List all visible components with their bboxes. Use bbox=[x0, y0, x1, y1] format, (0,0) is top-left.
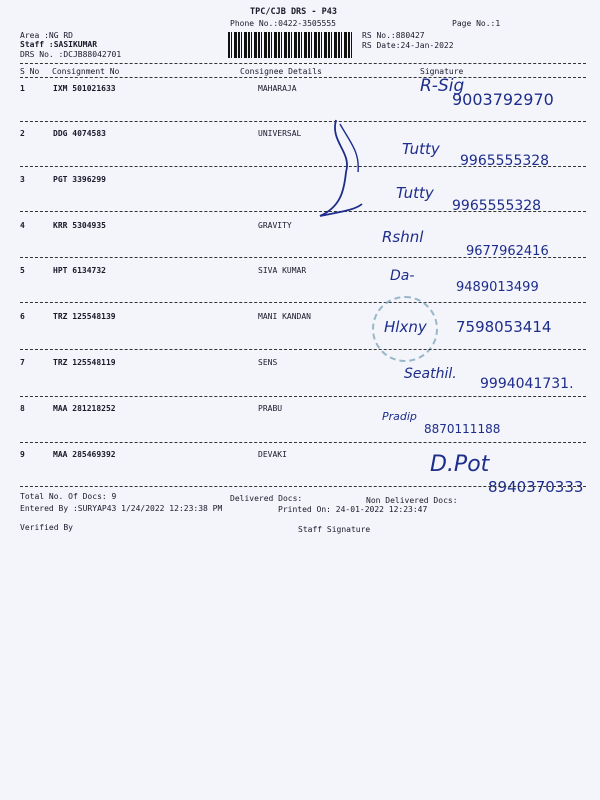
divider bbox=[20, 77, 586, 78]
row-consignment: HPT 6134732 bbox=[53, 266, 106, 275]
row-sno: 3 bbox=[20, 175, 25, 184]
pen-scribble bbox=[300, 112, 370, 222]
signature-3: Tutty bbox=[396, 184, 434, 202]
handwritten-phone-1: 9003792970 bbox=[452, 90, 554, 109]
row-consignee: SIVA KUMAR bbox=[258, 266, 307, 275]
col-header-signature: Signature bbox=[420, 67, 464, 76]
handwritten-phone-3: 9965555328 bbox=[452, 198, 542, 214]
row-consignee: DEVAKI bbox=[258, 450, 287, 459]
signature-4: Rshnl bbox=[382, 228, 424, 246]
total-docs: Total No. Of Docs: 9 bbox=[20, 492, 117, 501]
divider bbox=[20, 257, 586, 258]
signature-6: Hlxny bbox=[384, 318, 427, 336]
area-label: Area :NG RD bbox=[20, 31, 73, 40]
handwritten-phone-5: 9489013499 bbox=[456, 280, 539, 295]
row-consignment: PGT 3396299 bbox=[53, 175, 106, 184]
row-consignment: MAA 281218252 bbox=[53, 404, 116, 413]
row-consignment: TRZ 125548119 bbox=[53, 358, 116, 367]
handwritten-phone-2: 9965555328 bbox=[460, 153, 550, 169]
row-sno: 8 bbox=[20, 404, 25, 413]
page-number: Page No.:1 bbox=[452, 19, 501, 28]
row-consignee: GRAVITY bbox=[258, 221, 292, 230]
row-consignee: MANI KANDAN bbox=[258, 312, 311, 321]
col-header-consignee: Consignee Details bbox=[240, 67, 322, 76]
sheet-title: TPC/CJB DRS - P43 bbox=[250, 7, 337, 17]
row-consignee: SENS bbox=[258, 358, 278, 367]
delivered-docs: Delivered Docs: bbox=[230, 494, 303, 503]
printed-on: Printed On: 24-01-2022 12:23:47 bbox=[278, 505, 428, 514]
row-consignment: IXM 501021633 bbox=[53, 84, 116, 93]
col-header-sno: S No bbox=[20, 67, 40, 76]
row-consignee: MAHARAJA bbox=[258, 84, 297, 93]
row-sno: 5 bbox=[20, 266, 25, 275]
handwritten-phone-7: 9994041731. bbox=[480, 376, 574, 392]
non-delivered-docs: Non Delivered Docs: bbox=[366, 496, 458, 505]
signature-5: Da- bbox=[390, 268, 415, 284]
staff-signature-label: Staff Signature bbox=[298, 525, 371, 534]
signature-9: D.Pot bbox=[430, 452, 490, 477]
signature-2: Tutty bbox=[402, 140, 440, 158]
handwritten-phone-6: 7598053414 bbox=[456, 318, 552, 336]
row-consignment: TRZ 125548139 bbox=[53, 312, 116, 321]
row-consignee: UNIVERSAL bbox=[258, 129, 302, 138]
divider bbox=[20, 442, 586, 443]
divider bbox=[20, 349, 586, 350]
divider bbox=[20, 302, 586, 303]
entered-by: Entered By :SURYAP43 1/24/2022 12:23:38 PM bbox=[20, 504, 223, 513]
divider bbox=[20, 63, 586, 64]
row-sno: 6 bbox=[20, 312, 25, 321]
divider bbox=[20, 396, 586, 397]
rs-number: RS No.:880427 bbox=[362, 31, 425, 40]
row-sno: 1 bbox=[20, 84, 25, 93]
barcode bbox=[228, 32, 352, 58]
signature-1: R-Sig bbox=[420, 76, 465, 96]
row-sno: 4 bbox=[20, 221, 25, 230]
handwritten-phone-4: 9677962416 bbox=[466, 244, 549, 259]
row-consignment: DDG 4074583 bbox=[53, 129, 106, 138]
signature-7: Seathil. bbox=[404, 366, 457, 382]
row-sno: 9 bbox=[20, 450, 25, 459]
row-consignment: MAA 285469392 bbox=[53, 450, 116, 459]
row-sno: 2 bbox=[20, 129, 25, 138]
row-sno: 7 bbox=[20, 358, 25, 367]
handwritten-phone-9: 8940370333 bbox=[488, 478, 584, 496]
handwritten-phone-8: 8870111188 bbox=[424, 422, 501, 436]
phone-number: Phone No.:0422-3505555 bbox=[230, 19, 336, 28]
verified-by: Verified By bbox=[20, 523, 73, 532]
staff-label: Staff :SASIKUMAR bbox=[20, 40, 98, 49]
divider bbox=[20, 486, 586, 487]
row-consignment: KRR 5304935 bbox=[53, 221, 106, 230]
row-consignee: PRABU bbox=[258, 404, 283, 413]
col-header-consignment: Consignment No bbox=[52, 67, 120, 76]
drs-number: DRS No. :DCJB88042701 bbox=[20, 50, 122, 59]
signature-8: Pradip bbox=[382, 410, 417, 423]
rs-date: RS Date:24-Jan-2022 bbox=[362, 41, 454, 50]
